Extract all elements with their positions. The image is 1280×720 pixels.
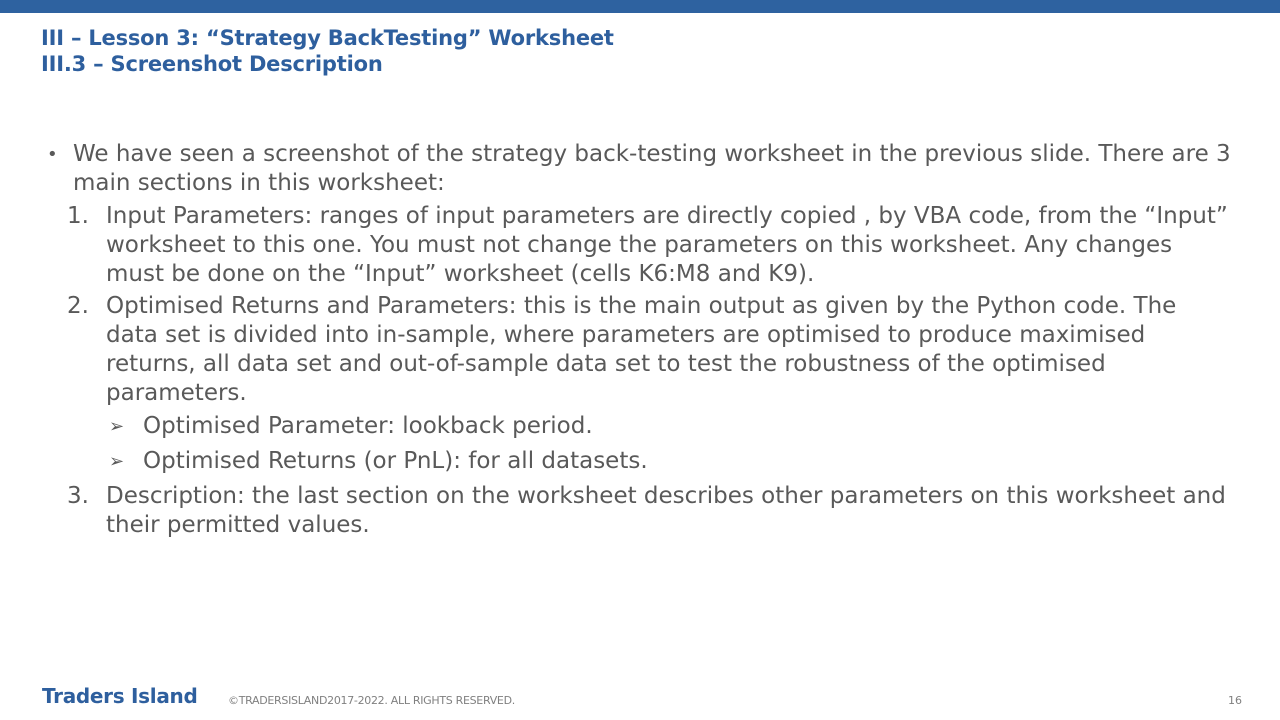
arrow-bullet-icon: ➢ (109, 451, 125, 472)
list-item-1 (45, 202, 1235, 289)
arrow-bullet-icon: ➢ (109, 416, 125, 437)
intro-text: We have seen a screenshot of the strategy back-testing worksheet in the previous slide. There are 3 main sections in this worksheet: (73, 141, 1231, 196)
intro-bullet-item (45, 140, 1235, 198)
sub-list-text-2: Optimised Returns (or PnL): for all datasets. (143, 448, 648, 474)
bullet-icon: • (47, 144, 58, 165)
page-number: 16 (1228, 694, 1242, 707)
list-text-2: Optimised Returns and Parameters: this is the main output as given by the Python code. The data set is divided into in-sample, where parameters are optimised to produce maximised returns, all data set and out-of-sample data set to test the robustness of the optimised parameters. (106, 293, 1177, 406)
list-text-3: Description: the last section on the worksheet describes other parameters on this worksheet and their permitted values. (106, 483, 1226, 538)
list-item-3 (45, 482, 1235, 540)
slide-body (45, 140, 1235, 543)
slide-title (41, 25, 614, 77)
title-line-2: III.3 – Screenshot Description (41, 52, 383, 76)
sub-list-item-1 (45, 412, 1235, 441)
sub-list-text-1: Optimised Parameter: lookback period. (143, 413, 593, 439)
sub-list-item-2 (45, 447, 1235, 476)
top-accent-bar (0, 0, 1280, 13)
list-number-1: 1. (67, 203, 89, 229)
brand-logo: Traders Island (42, 684, 198, 708)
list-number-3: 3. (67, 483, 89, 509)
list-item-2 (45, 292, 1235, 408)
list-text-1: Input Parameters: ranges of input parameters are directly copied , by VBA code, from the “Input” worksheet to this one. You must not change the parameters on this worksheet. Any changes must be done on the “Input” worksheet (cells K6:M8 and K9). (106, 203, 1228, 287)
copyright-notice: ©TRADERSISLAND2017-2022. ALL RIGHTS RESERVED. (228, 694, 515, 707)
list-number-2: 2. (67, 293, 89, 319)
title-line-1: III – Lesson 3: “Strategy BackTesting” Worksheet (41, 26, 614, 50)
